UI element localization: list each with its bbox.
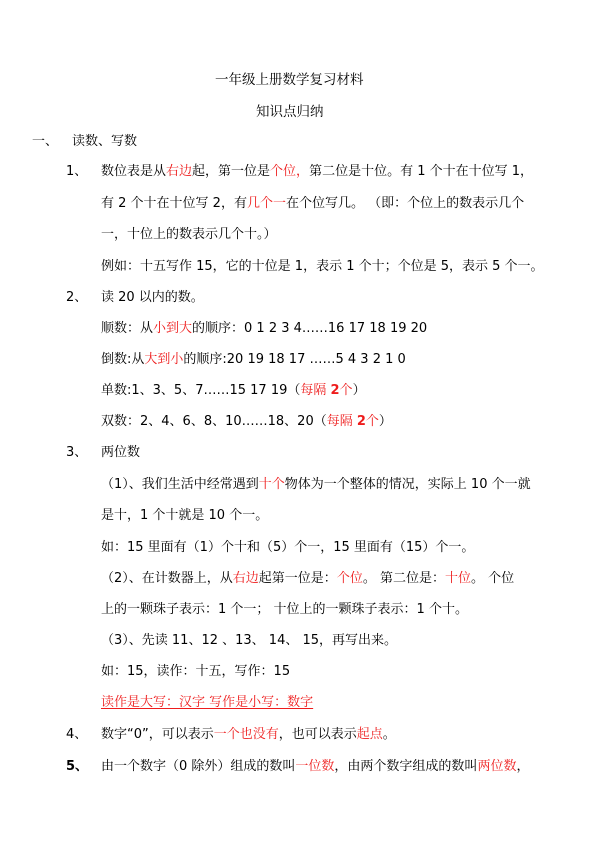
item-number-4: 4、 bbox=[66, 727, 88, 742]
section-heading: 读数、写数 bbox=[72, 134, 138, 149]
item3-p1-line2: 是十，1 个十就是 10 个一。 bbox=[101, 508, 269, 523]
item2-descending: 倒数:从大到小的顺序:20 19 18 17 ……5 4 3 2 1 0 bbox=[101, 352, 406, 367]
document-subtitle: 知识点归纳 bbox=[256, 104, 324, 120]
item2-heading: 读 20 以内的数。 bbox=[101, 290, 204, 305]
item1-line2: 有 2 个十在十位写 2，有几个一在个位写几。 （即：个位上的数表示几个 bbox=[101, 196, 525, 211]
item2-ascending: 顺数：从小到大的顺序：0 1 2 3 4……16 17 18 19 20 bbox=[101, 321, 428, 336]
item3-p1-example: 如：15 里面有（1）个十和（5）个一，15 里面有（15）个一。 bbox=[101, 540, 475, 555]
section-number: 一、 bbox=[32, 134, 59, 149]
item3-heading: 两位数 bbox=[101, 445, 141, 460]
item3-p1-line1: （1）、我们生活中经常遇到十个物体为一个整体的情况，实际上 10 个一就 bbox=[101, 477, 531, 492]
item1-line1: 数位表是从右边起，第一位是个位，第二位是十位。有 1 个十在十位写 1， bbox=[101, 164, 534, 179]
item-number-3: 3、 bbox=[66, 445, 88, 460]
item5-text: 由一个数字（0 除外）组成的数叫一位数，由两个数字组成的数叫两位数， bbox=[101, 759, 530, 774]
document-title: 一年级上册数学复习材料 bbox=[215, 72, 364, 88]
item3-p3-example: 如：15，读作：十五，写作：15 bbox=[101, 664, 291, 679]
item-number-2: 2、 bbox=[66, 290, 88, 305]
item3-p2-line2: 上的一颗珠子表示：1 个一； 十位上的一颗珠子表示：1 个十。 bbox=[101, 602, 468, 617]
item2-odd-numbers: 单数:1、3、5、7……15 17 19（每隔 2个） bbox=[101, 383, 366, 398]
item1-example: 例如：十五写作 15，它的十位是 1，表示 1 个十；个位是 5，表示 5 个一。 bbox=[101, 259, 544, 274]
item1-line3: 一，十位上的数表示几个十。） bbox=[101, 227, 277, 242]
item-number-5: 5、 bbox=[66, 759, 89, 774]
item2-even-numbers: 双数：2、4、6、8、10……18、20（每隔 2个） bbox=[101, 414, 392, 429]
item-number-1: 1、 bbox=[66, 164, 88, 179]
item3-p2-line1: （2）、在计数器上，从右边起第一位是：个位。 第二位是：十位。 个位 bbox=[101, 571, 515, 586]
item3-p3: （3）、先读 11、12 、13、 14、 15，再写出来。 bbox=[101, 633, 398, 648]
item3-rule: 读作是大写：汉字 写作是小写：数字 bbox=[101, 695, 314, 710]
item4-text: 数字“0”，可以表示一个也没有，也可以表示起点。 bbox=[101, 727, 396, 742]
